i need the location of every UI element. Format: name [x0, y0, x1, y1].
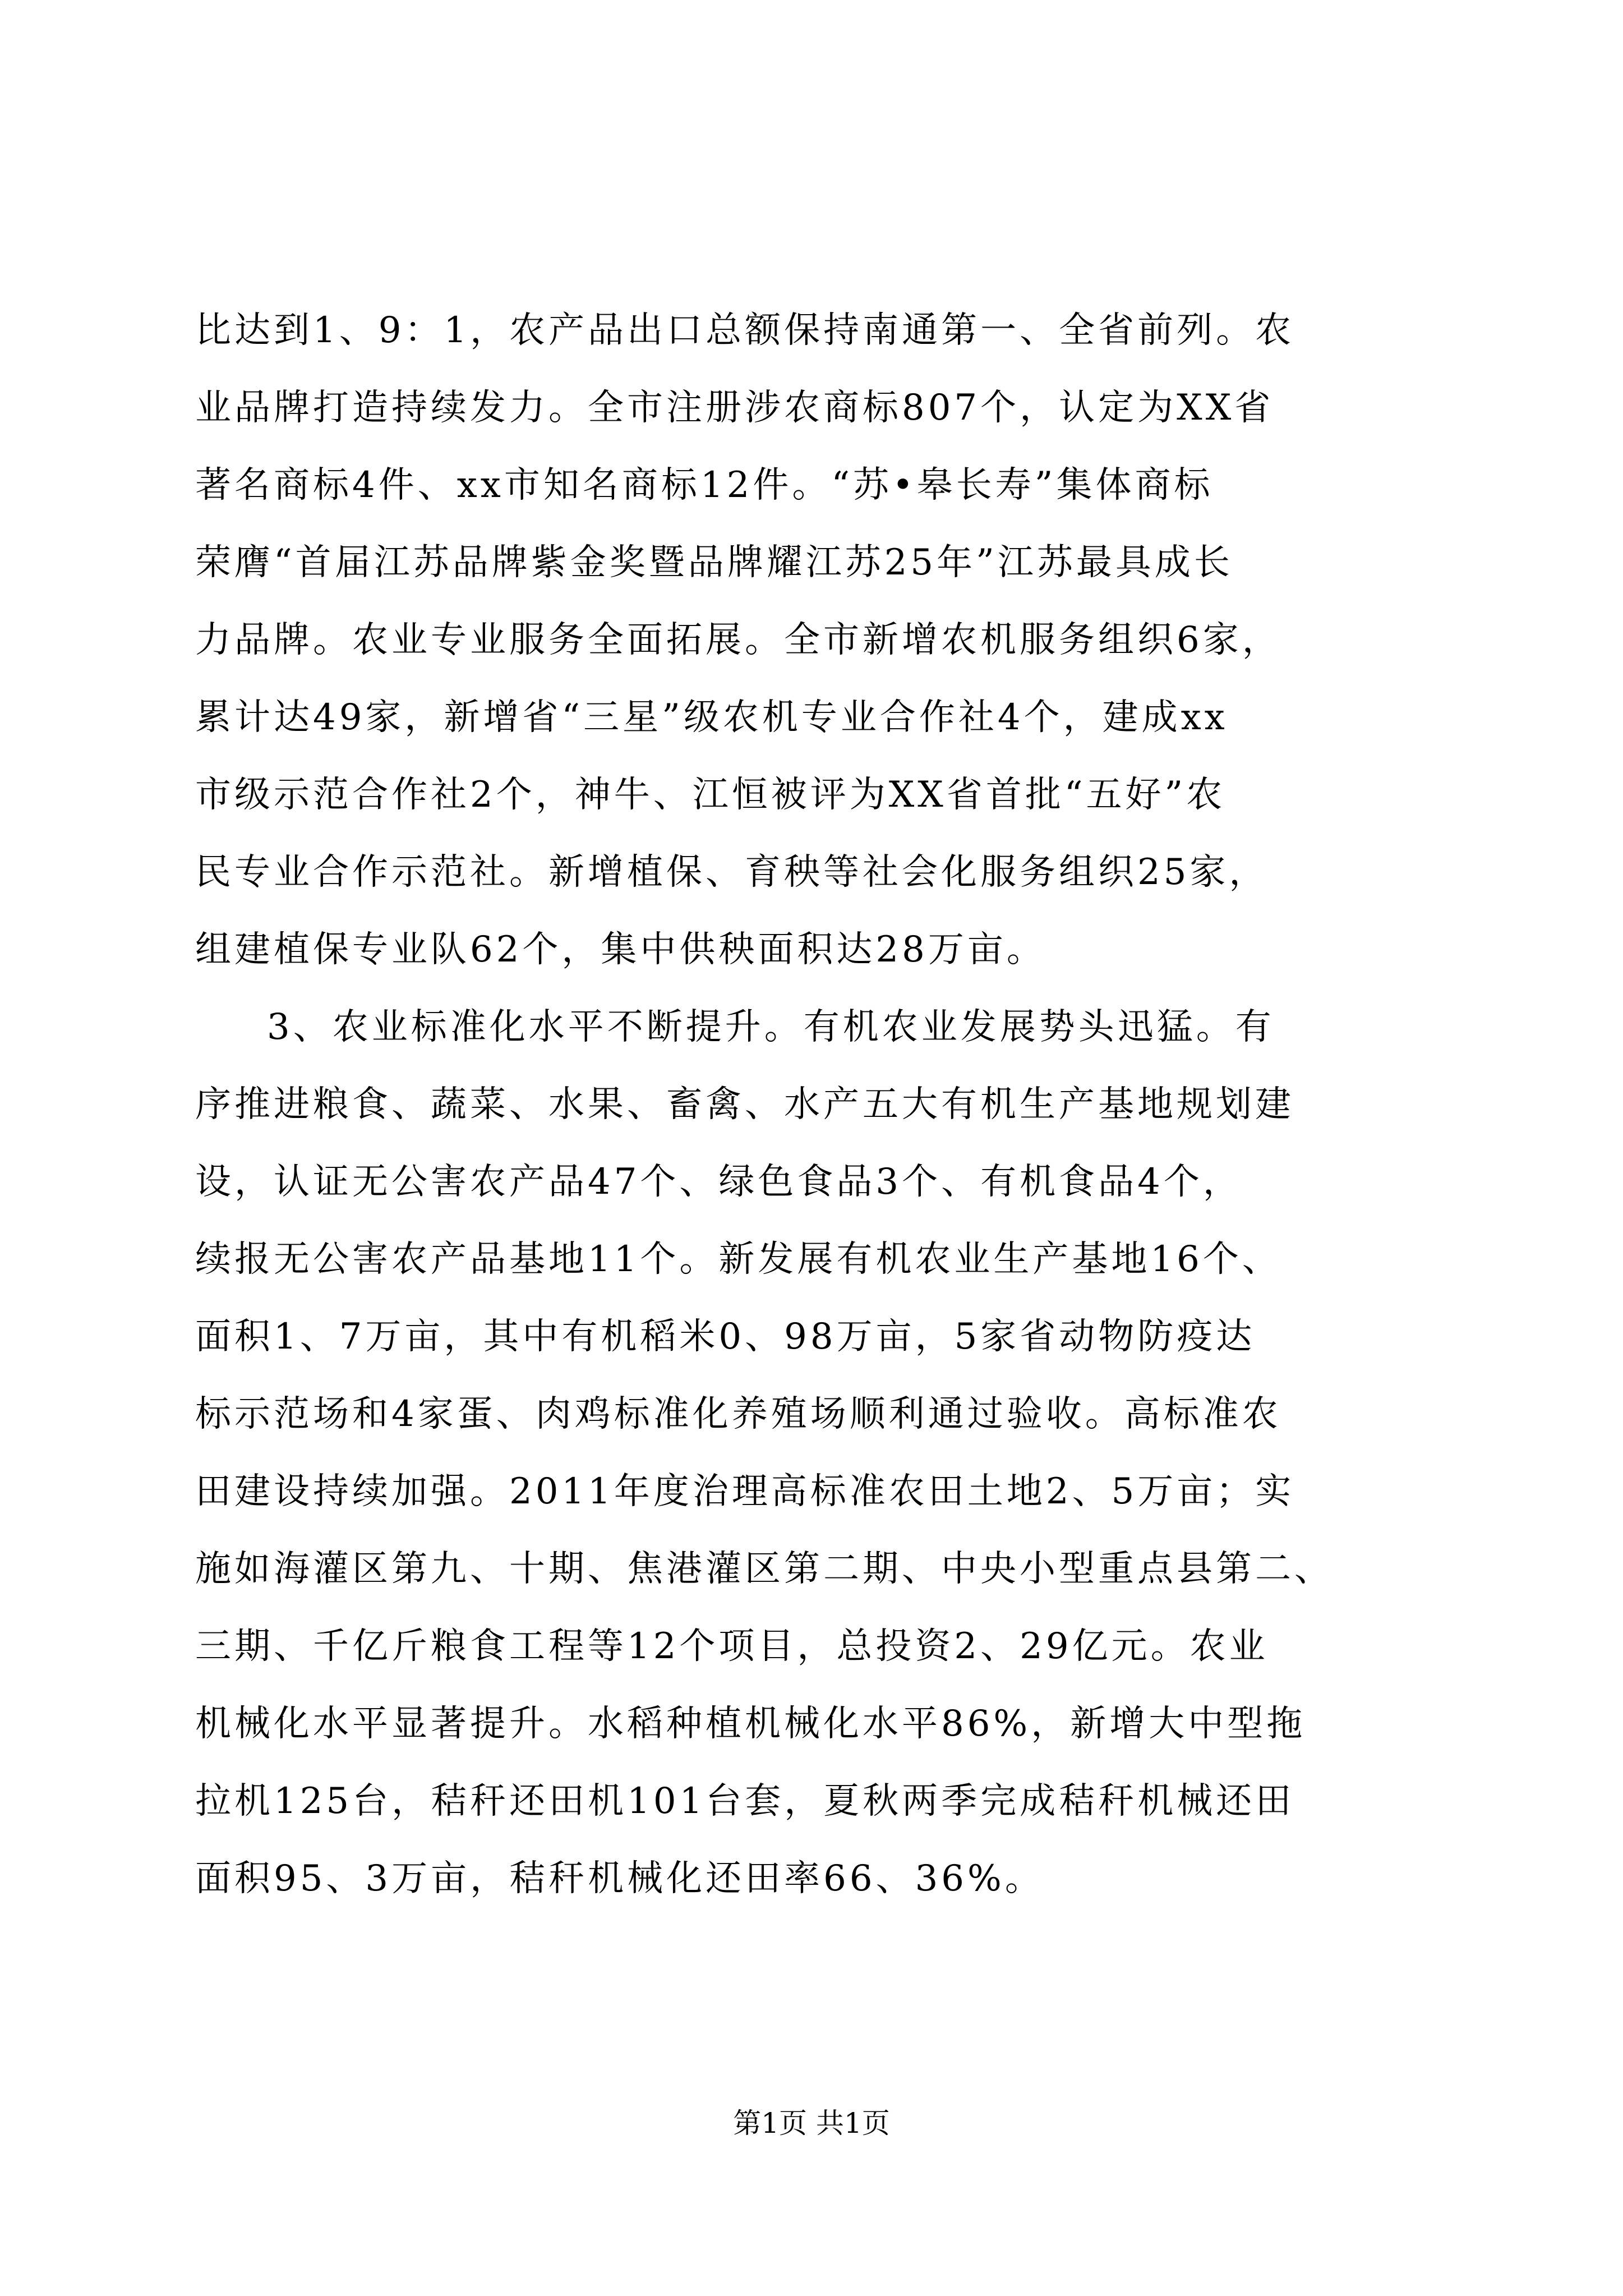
- text-line: 组建植保专业队62个，集中供秧面积达28万亩。: [195, 929, 1046, 970]
- text-line: 面积95、3万亩，秸秆机械化还田率66、36%。: [195, 1858, 1044, 1899]
- text-line: 设，认证无公害农产品47个、绿色食品3个、有机食品4个，: [195, 1161, 1242, 1203]
- text-line: 机械化水平显著提升。水稻种植机械化水平86%，新增大中型拖: [195, 1703, 1306, 1745]
- text-line: 民专业合作示范社。新增植保、育秧等社会化服务组织25家，: [195, 852, 1269, 893]
- text-line: 荣膺“首届江苏品牌紫金奖暨品牌耀江苏25年”江苏最具成长: [195, 542, 1233, 583]
- text-line: 比达到1、9：1，农产品出口总额保持南通第一、全省前列。农: [195, 310, 1295, 351]
- text-line: 著名商标4件、xx市知名商标12件。“苏•皋长寿”集体商标: [195, 464, 1214, 506]
- text-line: 业品牌打造持续发力。全市注册涉农商标807个，认定为XX省: [195, 387, 1274, 429]
- text-line: 续报无公害农产品基地11个。新发展有机农业生产基地16个、: [195, 1239, 1281, 1280]
- text-line: 3、农业标准化水平不断提升。有机农业发展势头迅猛。有: [267, 1006, 1275, 1048]
- text-line: 标示范场和4家蛋、肉鸡标准化养殖场顺利通过验收。高标准农: [195, 1393, 1281, 1435]
- page-number: 第1页 共1页: [733, 2107, 890, 2139]
- text-line: 力品牌。农业专业服务全面拓展。全市新增农机服务组织6家，: [195, 619, 1281, 661]
- text-line: 施如海灌区第九、十期、焦港灌区第二期、中央小型重点县第二、: [195, 1548, 1334, 1590]
- text-line: 累计达49家，新增省“三星”级农机专业合作社4个，建成xx: [195, 697, 1228, 738]
- text-line: 三期、千亿斤粮食工程等12个项目，总投资2、29亿元。农业: [195, 1626, 1269, 1667]
- text-line: 面积1、7万亩，其中有机稻米0、98万亩，5家省动物防疫达: [195, 1316, 1256, 1358]
- paragraph-1: [195, 292, 1424, 988]
- text-line: 拉机125台，秸秆还田机101台套，夏秋两季完成秸秆机械还田: [195, 1780, 1295, 1822]
- text-line: 田建设持续加强。2011年度治理高标准农田土地2、5万亩；实: [195, 1471, 1295, 1512]
- text-line: 市级示范合作社2个，神牛、江恒被评为XX省首批“五好”农: [195, 774, 1226, 816]
- page-footer: [0, 2104, 1623, 2143]
- paragraph-2: [195, 988, 1424, 1917]
- document-body: [195, 292, 1424, 1917]
- text-line: 序推进粮食、蔬菜、水果、畜禽、水产五大有机生产基地规划建: [195, 1084, 1294, 1125]
